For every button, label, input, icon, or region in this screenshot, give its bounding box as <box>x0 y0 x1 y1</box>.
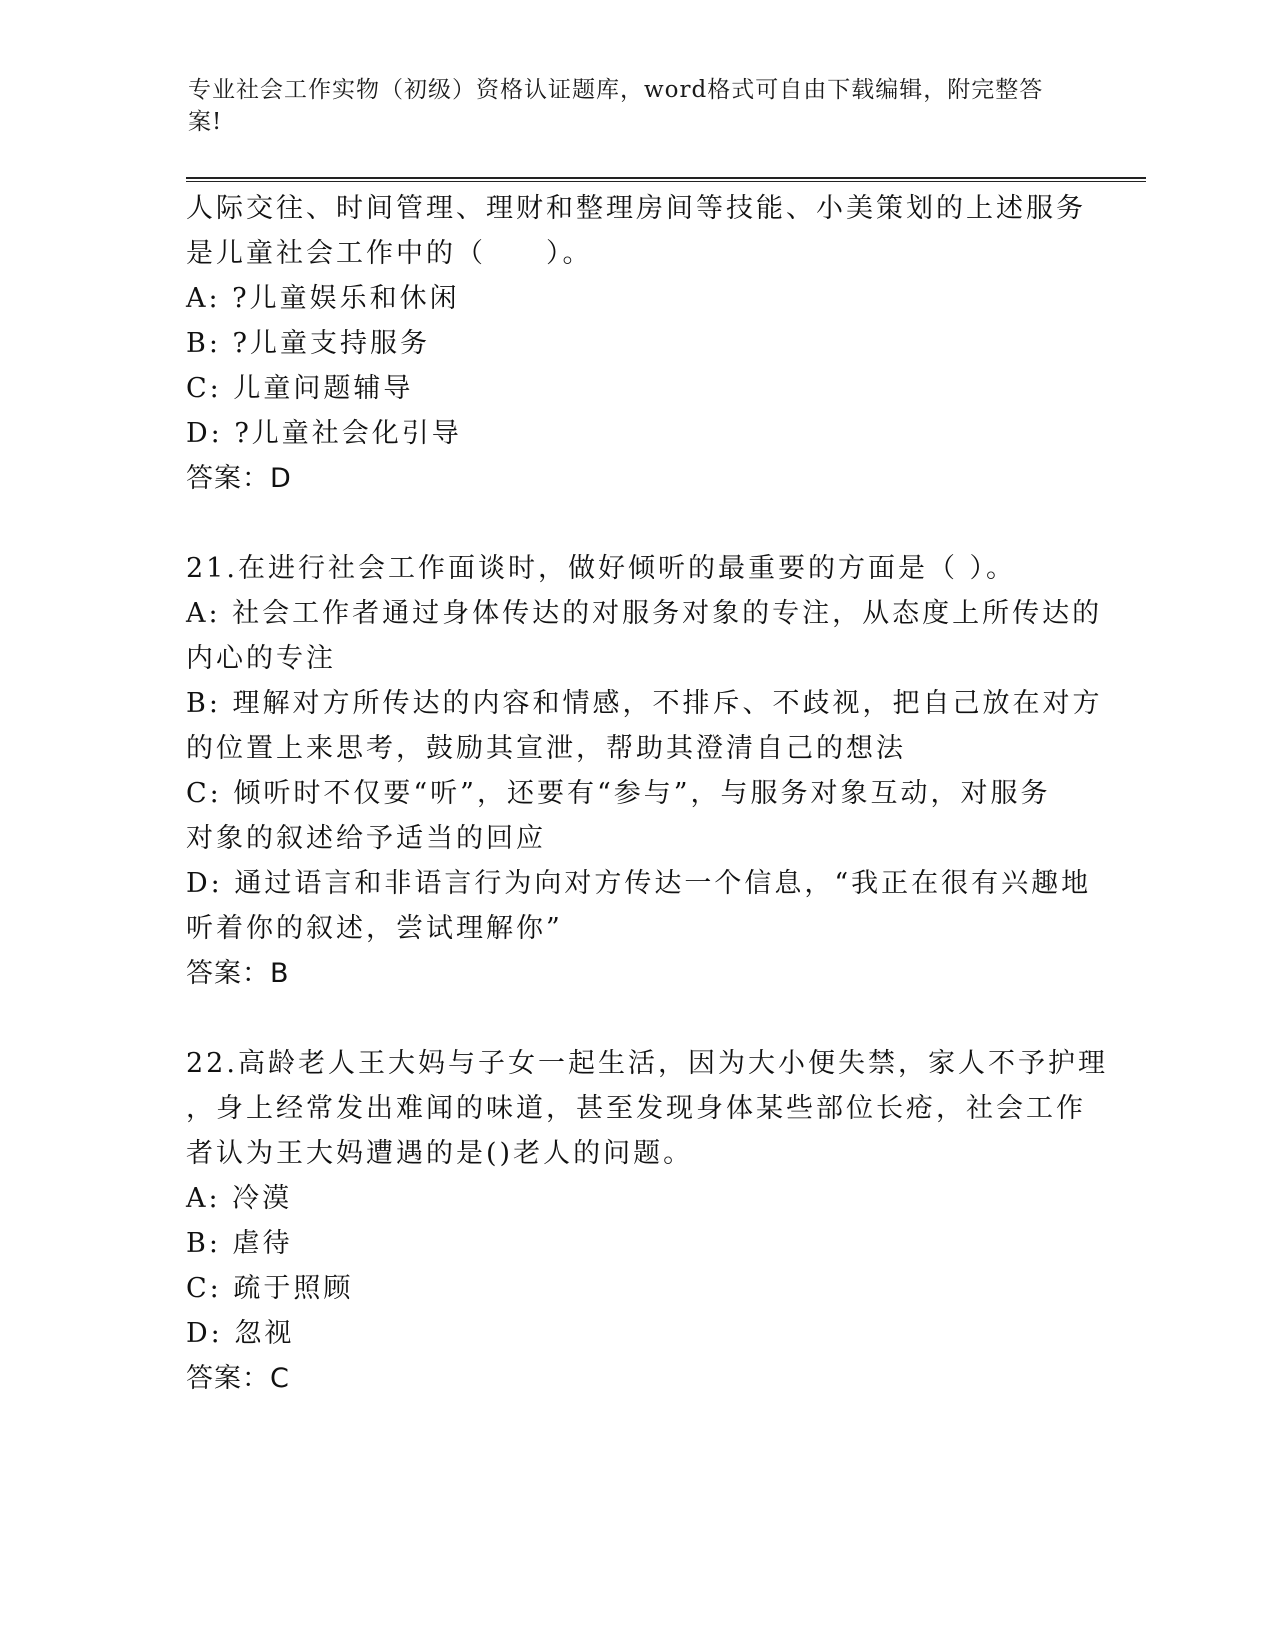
option-a: A: 冷漠 <box>186 1183 293 1214</box>
option-b: B: ?儿童支持服务 <box>186 328 430 359</box>
option-c-continued: 对象的叙述给予适当的回应 <box>186 823 546 854</box>
option-b: B: 理解对方所传达的内容和情感，不排斥、不歧视，把自己放在对方 <box>186 688 1103 719</box>
answer-label: 答案：B <box>186 958 290 989</box>
question-stem-line: 21.在进行社会工作面谈时，做好倾听的最重要的方面是（ ）。 <box>186 553 1017 584</box>
option-b: B: 虐待 <box>186 1228 293 1259</box>
page-header <box>188 74 1068 138</box>
header-divider-thick <box>186 177 1146 179</box>
header-title-line-2: 案! <box>188 109 223 135</box>
question-stem-line: 是儿童社会工作中的（ ）。 <box>186 238 593 269</box>
option-c: C: 倾听时不仅要“听”，还要有“参与”，与服务对象互动，对服务 <box>186 778 1051 809</box>
option-a-continued: 内心的专注 <box>186 643 336 674</box>
option-c: C: 儿童问题辅导 <box>186 373 414 404</box>
question-20 <box>186 186 1086 501</box>
option-c: C: 疏于照顾 <box>186 1273 354 1304</box>
option-d: D: 通过语言和非语言行为向对方传达一个信息，“我正在很有兴趣地 <box>186 868 1092 899</box>
question-22 <box>186 1041 1108 1401</box>
question-spacer <box>186 501 1086 546</box>
header-title-line-1: 专业社会工作实物（初级）资格认证题库，word格式可自由下载编辑，附完整答 <box>188 77 1044 103</box>
option-d-continued: 听着你的叙述，尝试理解你” <box>186 913 563 944</box>
question-spacer <box>186 996 1086 1041</box>
question-stem-line: 者认为王大妈遭遇的是()老人的问题。 <box>186 1138 694 1169</box>
question-stem-line: ，身上经常发出难闻的味道，甚至发现身体某些部位长疮，社会工作 <box>186 1093 1086 1124</box>
option-d: D: ?儿童社会化引导 <box>186 418 462 449</box>
option-a: A: 社会工作者通过身体传达的对服务对象的专注，从态度上所传达的 <box>186 598 1103 629</box>
question-21 <box>186 546 1103 996</box>
header-divider-thin <box>186 181 1146 182</box>
question-stem-line: 22.高龄老人王大妈与子女一起生活，因为大小便失禁，家人不予护理 <box>186 1048 1108 1079</box>
answer-label: 答案：C <box>186 1363 290 1394</box>
question-list <box>186 186 1108 1401</box>
option-a: A: ?儿童娱乐和休闲 <box>186 283 460 314</box>
option-b-continued: 的位置上来思考，鼓励其宣泄，帮助其澄清自己的想法 <box>186 733 906 764</box>
answer-label: 答案：D <box>186 463 292 494</box>
question-stem-line: 人际交往、时间管理、理财和整理房间等技能、小美策划的上述服务 <box>186 193 1086 224</box>
option-d: D: 忽视 <box>186 1318 295 1349</box>
